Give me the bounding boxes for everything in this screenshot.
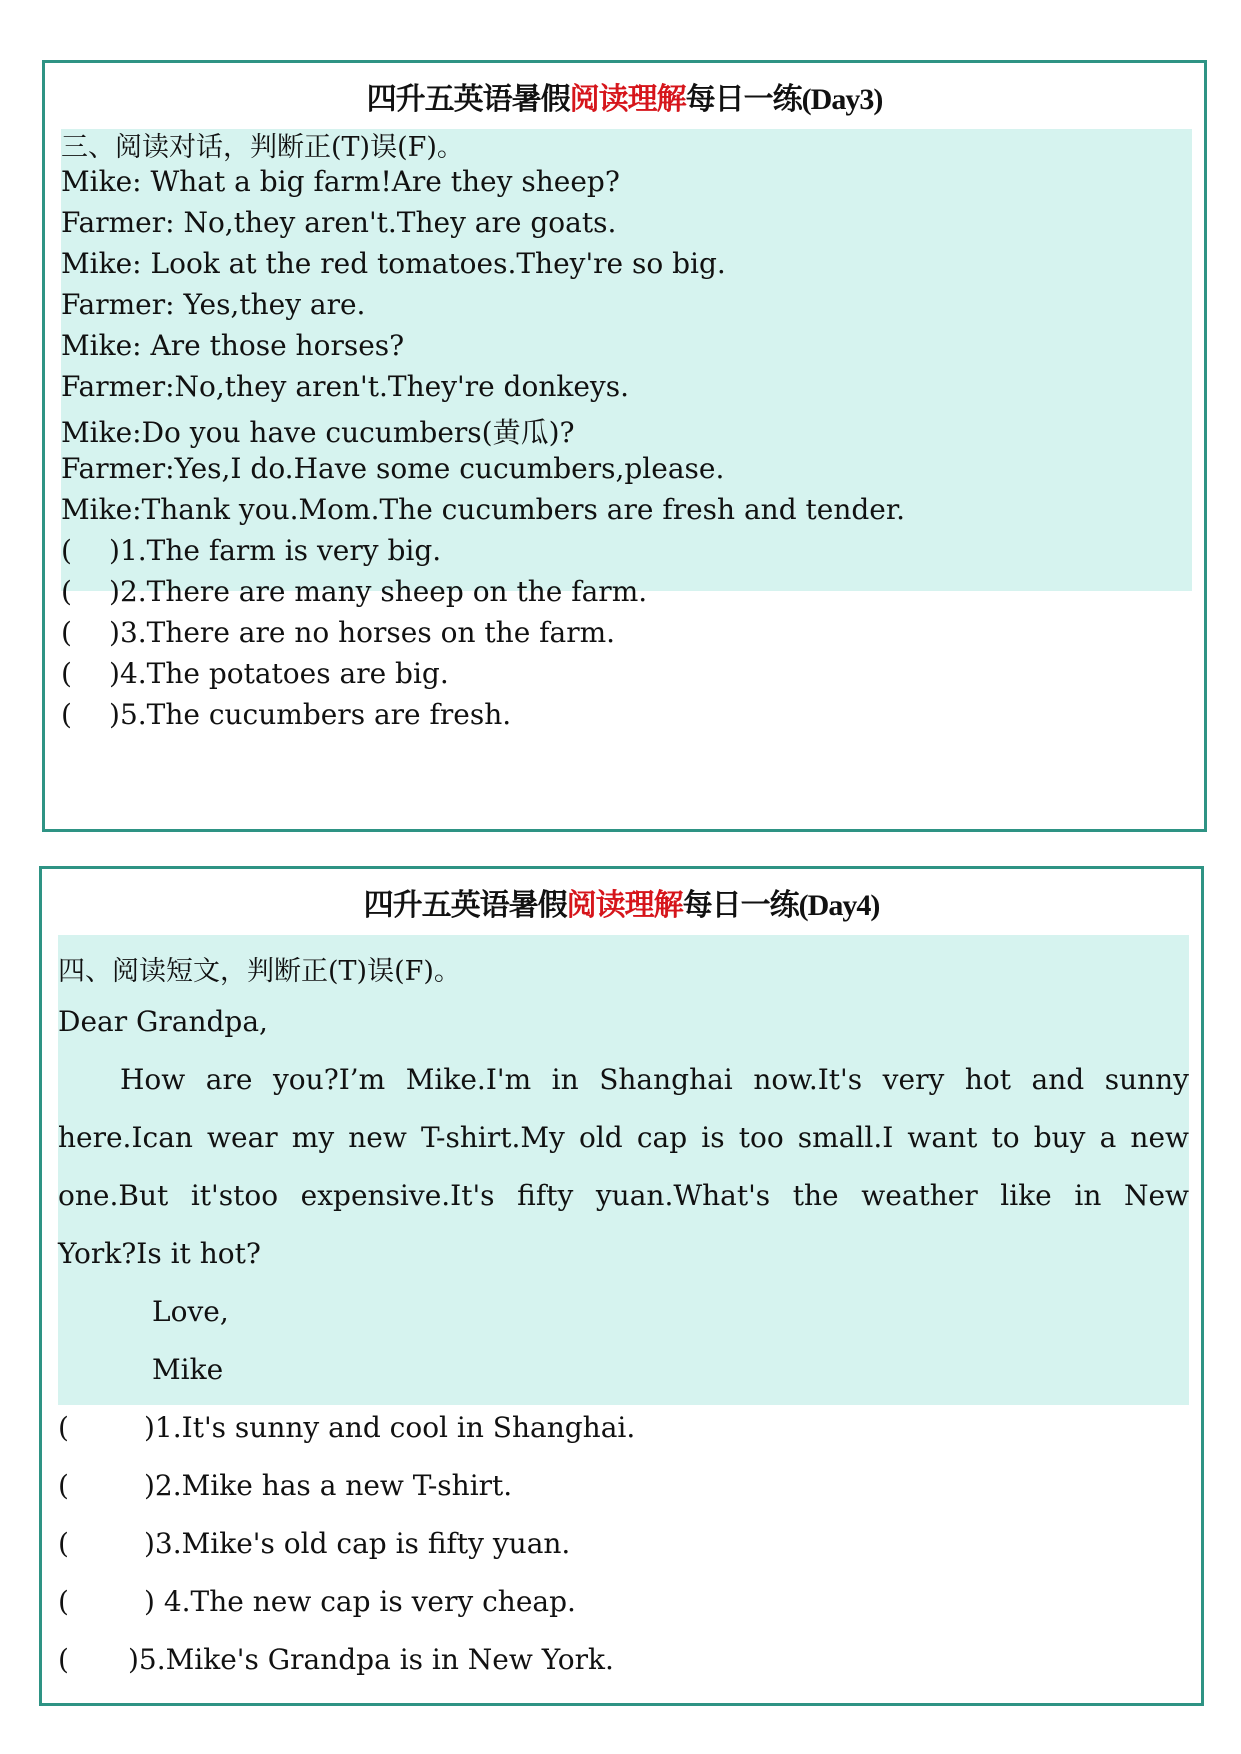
- day3-question: )5.The cucumbers are fresh.: [109, 698, 512, 731]
- letter-closing: Love,: [152, 1295, 229, 1328]
- letter-body-line: How are you?I’m Mike.I'm in Shanghai now.It's very hot and sunny: [120, 1063, 1189, 1096]
- dialogue-line: Mike: What a big farm!Are they sheep?: [61, 165, 620, 198]
- day4-title-part-a: 四升五英语暑假: [363, 889, 567, 922]
- letter-body-line: here.Ican wear my new T-shirt.My old cap is too small.I want to buy a new: [58, 1121, 1189, 1154]
- answer-blank[interactable]: (: [58, 1643, 69, 1676]
- day3-card: [42, 60, 1207, 832]
- day3-title-highlight: 阅读理解: [569, 83, 686, 116]
- answer-blank[interactable]: (: [61, 616, 72, 649]
- dialogue-line: Mike: Are those horses?: [61, 329, 405, 362]
- letter-body-line: York?Is it hot?: [58, 1237, 261, 1270]
- dialogue-line: Farmer:No,they aren't.They're donkeys.: [61, 370, 629, 403]
- dialogue-line: Farmer: No,they aren't.They are goats.: [61, 206, 617, 239]
- dialogue-line: Mike:Thank you.Mom.The cucumbers are fresh and tender.: [61, 493, 906, 526]
- answer-blank[interactable]: (: [58, 1411, 69, 1444]
- answer-blank[interactable]: (: [58, 1585, 69, 1618]
- answer-blank[interactable]: (: [61, 657, 72, 690]
- day3-title-part-c: 每日一练(Day3): [685, 83, 883, 116]
- dialogue-line: Farmer: Yes,they are.: [61, 288, 366, 321]
- day4-question: )1.It's sunny and cool in Shanghai.: [144, 1411, 636, 1444]
- day4-instruction: 四、阅读短文，判断正(T)误(F)。: [58, 956, 461, 987]
- day3-instruction: 三、阅读对话，判断正(T)误(F)。: [61, 132, 464, 163]
- letter-signature: Mike: [152, 1353, 224, 1386]
- answer-blank[interactable]: (: [61, 698, 72, 731]
- letter-greeting: Dear Grandpa,: [58, 1005, 268, 1038]
- day4-question: )5.Mike's Grandpa is in New York.: [128, 1643, 614, 1676]
- dialogue-line: Farmer:Yes,I do.Have some cucumbers,please.: [61, 452, 725, 485]
- answer-blank[interactable]: (: [61, 534, 72, 567]
- day3-question: )2.There are many sheep on the farm.: [109, 575, 648, 608]
- answer-blank[interactable]: (: [61, 575, 72, 608]
- day3-title: [45, 67, 1204, 133]
- day3-question: )3.There are no horses on the farm.: [109, 616, 616, 649]
- dialogue-line: Mike: Look at the red tomatoes.They're so big.: [61, 247, 726, 280]
- day4-card: [39, 866, 1204, 1706]
- day3-question: )1.The farm is very big.: [109, 534, 442, 567]
- day4-title-part-c: 每日一练(Day4): [682, 889, 880, 922]
- dialogue-line: Mike:Do you have cucumbers(黄瓜)?: [61, 416, 575, 449]
- day3-title-part-a: 四升五英语暑假: [366, 83, 570, 116]
- letter-body-line: one.But it'stoo expensive.It's fifty yuan.What's the weather like in New: [58, 1179, 1189, 1212]
- answer-blank[interactable]: (: [58, 1527, 69, 1560]
- answer-blank[interactable]: (: [58, 1469, 69, 1502]
- day4-question: )3.Mike's old cap is fifty yuan.: [144, 1527, 571, 1560]
- day3-question: )4.The potatoes are big.: [109, 657, 449, 690]
- day4-title-highlight: 阅读理解: [566, 889, 683, 922]
- day4-title: [42, 873, 1201, 939]
- day4-question: )2.Mike has a new T-shirt.: [144, 1469, 513, 1502]
- day4-question: ) 4.The new cap is very cheap.: [144, 1585, 576, 1618]
